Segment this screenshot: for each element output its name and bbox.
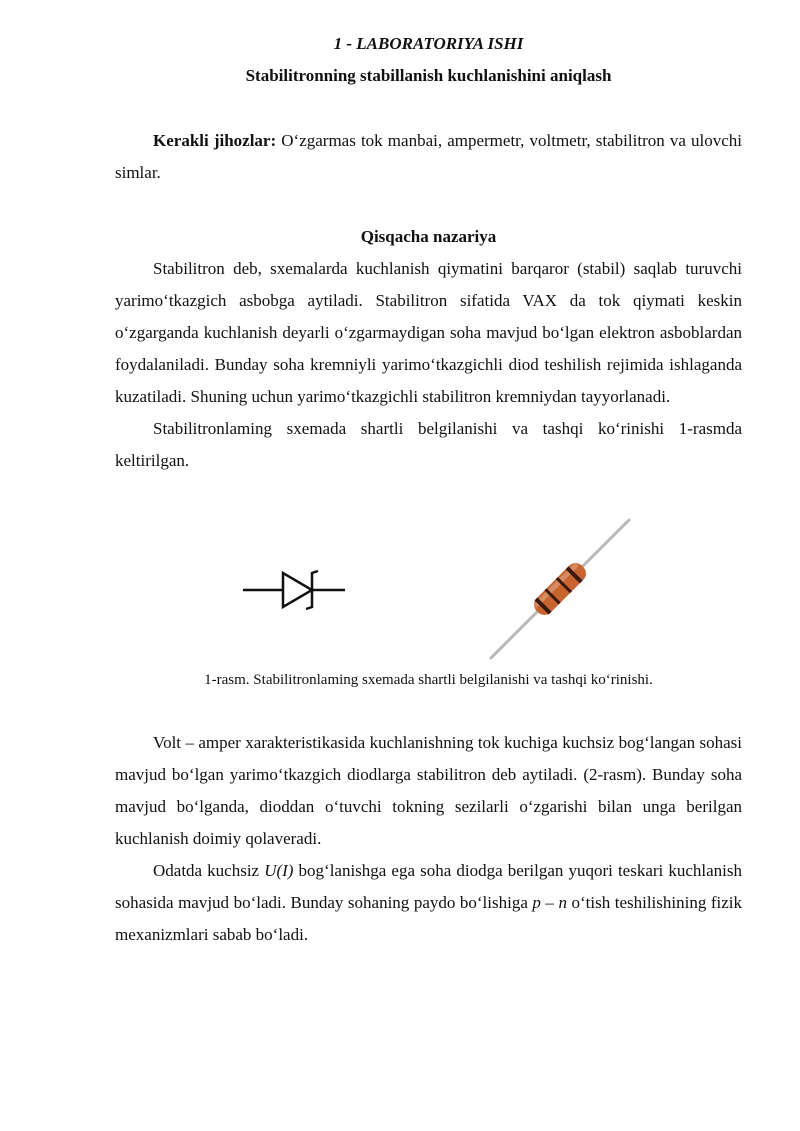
body-p2-part-c: o‘tish teshilishining fizik mexanizmlari sabab bo‘ladi.: [115, 893, 743, 944]
figure-1: [115, 510, 742, 670]
zener-diode-symbol-icon: [243, 571, 345, 609]
theory-section: [115, 253, 742, 477]
body-p2-part-b: bog‘lanishga ega soha diodga berilgan yuqori teskari kuchlanish sohasida mavjud bo‘ladi. Bunday sohaning paydo bo‘lishiga: [115, 861, 742, 912]
ui-function-term: U(I): [264, 861, 294, 880]
body-section: [115, 727, 742, 951]
theory-paragraph-1: Stabilitron deb, sxemalarda kuchlanish qiymatini barqaror (stabil) saqlab turuvchi yarimo‘tkazgich asbobga aytiladi. Stabilitron sifatida VAX da tok qiymati keskin o‘zgarganda kuchlanish deyarli o‘zgarmaydigan soha mavjud bo‘lgan elektron asboblardan foydalaniladi. Bunday soha kremniyli yarimo‘tkazgichli diod teshilish rejimida ishlaganda kuzatiladi. Shuning uchun yarimo‘tkazgichli stabilitron kremniydan tayyorlanadi.: [115, 259, 742, 406]
figure-1-caption: 1-rasm. Stabilitronlaming sxemada shartli belgilanishi va tashqi ko‘rinishi.: [204, 672, 653, 688]
theory-paragraph-2: Stabilitronlaming sxemada shartli belgilanishi va tashqi ko‘rinishi 1-rasmda keltirilgan.: [115, 419, 742, 470]
equipment-paragraph: [115, 125, 742, 189]
lab-subtitle: Stabilitronning stabillanish kuchlanishini aniqlash: [245, 66, 612, 85]
body-p2-part-a: Odatda kuchsiz: [153, 861, 265, 880]
theory-heading: Qisqacha nazariya: [360, 227, 497, 246]
equipment-list: O‘zgarmas tok manbai, ampermetr, voltmetr, stabilitron va ulovchi simlar.: [115, 131, 742, 182]
figure-1-drawing: [115, 510, 742, 670]
body-paragraph-1: Volt – amper xarakteristikasida kuchlanishning tok kuchiga kuchsiz bog‘langan sohasi mavjud bo‘lgan yarimo‘tkazgich diodlarga stabilitron deb aytiladi. (2-rasm). Bunday soha mavjud bo‘lganda, dioddan o‘tuvchi tokning sezilarli o‘zgarishi bilan unga berilgan kuchlanish doimiy qolaveradi.: [115, 733, 742, 848]
body-paragraph-2: [115, 855, 742, 951]
lab-title: 1 - LABORATORIYA ISHI: [333, 34, 524, 53]
zener-diode-photo-icon: [491, 520, 629, 658]
equipment-label: Kerakli jihozlar:: [153, 131, 277, 150]
pn-junction-term: p – n: [532, 893, 567, 912]
equipment-text: [115, 125, 742, 189]
